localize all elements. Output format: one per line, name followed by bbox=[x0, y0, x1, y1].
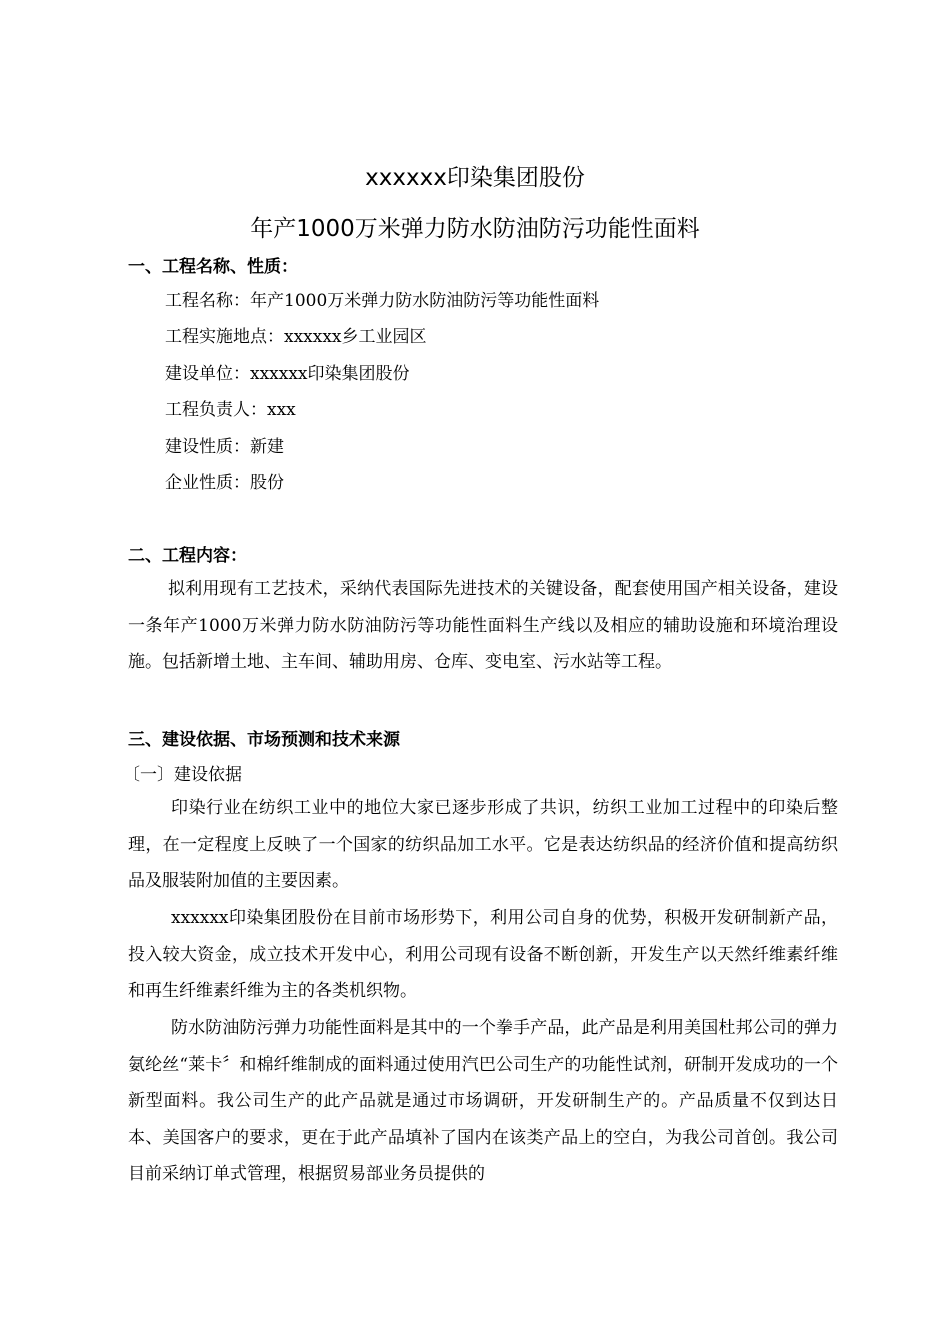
section1-heading: 一、工程名称、性质： bbox=[128, 257, 298, 277]
section3-subheading: 〔一〕建设依据 bbox=[123, 765, 242, 785]
document-title-project: 年产1000万米弹力防水防油防污功能性面料 bbox=[250, 216, 700, 242]
document-title-company: xxxxxx印染集团股份 bbox=[365, 165, 585, 191]
section3-paragraph-3: 防水防油防污弹力功能性面料是其中的一个拳手产品，此产品是利用美国杜邦公司的弹力氨纶丝“莱卡〞和棉纤维制成的面料通过使用汽巴公司生产的功能性试剂，研制开发成功的一个新型面料。我公司生产的此产品就是通过市场调研，开发研制生产的。产品质量不仅到达日本、美国客户的要求，更在于此产品填补了国内在该类产品上的空白，为我公司首创。我公司目前采纳订单式管理，根据贸易部业务员提供的 bbox=[128, 1018, 838, 1184]
section3-paragraph-2: xxxxxx印染集团股份在目前市场形势下，利用公司自身的优势，积极开发研制新产品，投入较大资金，成立技术开发中心，利用公司现有设备不断创新，开发生产以天然纤维素纤维和再生纤维素纤维为主的各类机织物。 bbox=[128, 908, 838, 1001]
section3-heading: 三、建设依据、市场预测和技术来源 bbox=[128, 730, 400, 750]
info-enterprise-nature: 企业性质：股份 bbox=[165, 473, 284, 493]
info-construction-nature: 建设性质：新建 bbox=[165, 437, 284, 457]
info-project-name: 工程名称：年产1000万米弹力防水防油防污等功能性面料 bbox=[165, 291, 600, 311]
info-project-location: 工程实施地点：xxxxxx乡工业园区 bbox=[165, 327, 427, 347]
section3-paragraph-1: 印染行业在纺织工业中的地位大家已逐步形成了共识，纺织工业加工过程中的印染后整理，在一定程度上反映了一个国家的纺织品加工水平。它是表达纺织品的经济价值和提高纺织品及服装附加值的主要因素。 bbox=[128, 798, 838, 891]
section2-paragraph: 拟利用现有工艺技术，采纳代表国际先进技术的关键设备，配套使用国产相关设备，建设一条年产1000万米弹力防水防油防污等功能性面料生产线以及相应的辅助设施和环境治理设施。包括新增土地、主车间、辅助用房、仓库、变电室、污水站等工程。 bbox=[128, 579, 838, 672]
section2-heading: 二、工程内容： bbox=[128, 546, 247, 566]
info-construction-unit: 建设单位：xxxxxx印染集团股份 bbox=[165, 364, 410, 384]
info-project-leader: 工程负责人：xxx bbox=[165, 400, 296, 420]
